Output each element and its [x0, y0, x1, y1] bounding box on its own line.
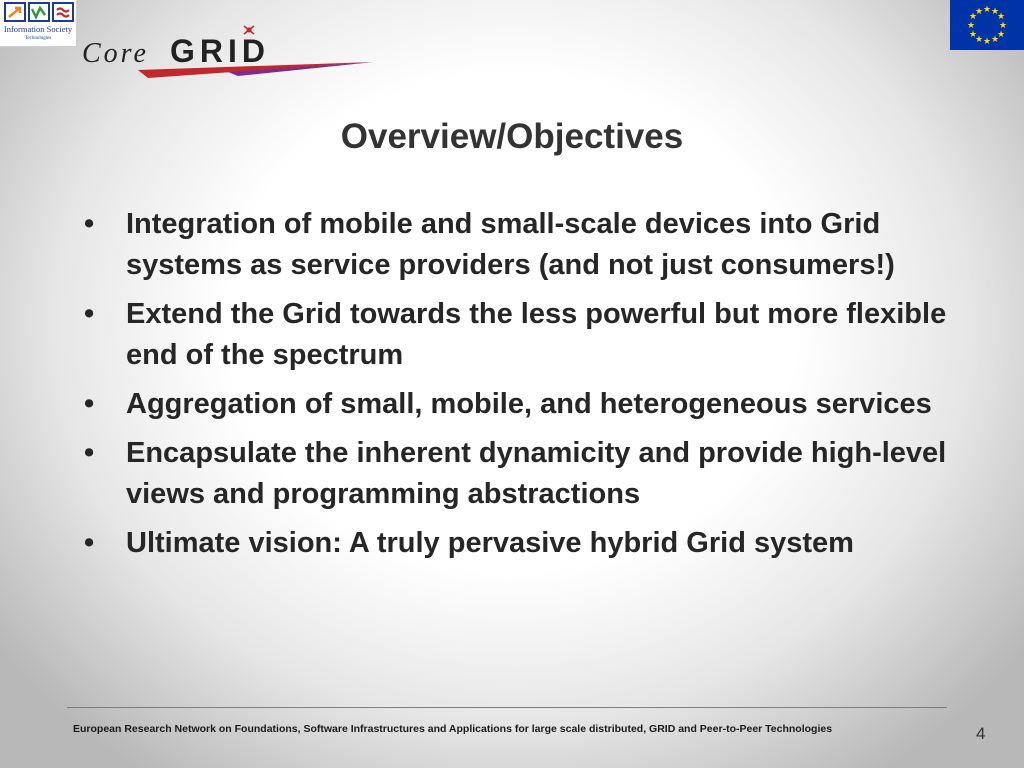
bullet-text: Encapsulate the inherent dynamicity and provide high-level views and programming abstractions	[126, 437, 947, 510]
svg-text:★: ★	[968, 30, 978, 40]
eu-stars-icon	[950, 0, 1024, 50]
svg-text:★: ★	[998, 21, 1008, 31]
bullet-text: Ultimate vision: A truly pervasive hybrid Grid system	[126, 527, 854, 559]
coregrid-logo	[78, 22, 378, 80]
bullet-marker: •	[84, 298, 95, 330]
bullet-text: Integration of mobile and small-scale devices into Grid systems as service providers (and not just consumers!)	[126, 208, 895, 281]
ist-tile-wave-icon	[28, 2, 50, 22]
bullet-item	[82, 523, 952, 564]
bullet-item	[82, 294, 952, 376]
bullet-marker: •	[84, 208, 95, 240]
eu-flag	[950, 0, 1024, 50]
svg-text:★: ★	[996, 12, 1006, 22]
footer-divider	[67, 707, 947, 708]
footer-text: European Research Network on Foundations, Software Infrastructures and Applications for large scale distributed, GRID and Peer-to-Peer Technologies	[73, 723, 833, 735]
svg-text:★: ★	[974, 7, 984, 17]
bullet-text: Extend the Grid towards the less powerful but more flexible end of the spectrum	[126, 298, 947, 371]
svg-text:★: ★	[996, 30, 1006, 40]
bullet-marker: •	[84, 437, 95, 469]
svg-text:★: ★	[982, 37, 992, 47]
bullet-marker: •	[84, 388, 95, 420]
svg-text:★: ★	[966, 21, 976, 31]
coregrid-core-text: Core	[82, 38, 149, 69]
svg-text:★: ★	[990, 35, 1000, 45]
coregrid-grid-text: GRID	[170, 33, 270, 69]
svg-text:★: ★	[982, 5, 992, 15]
bullet-item	[82, 384, 952, 425]
bullet-item	[82, 204, 952, 286]
ist-tile-arrow-icon	[4, 2, 26, 22]
ist-tiles	[4, 2, 74, 22]
information-society-logo	[0, 0, 77, 47]
ist-tile-approx-icon	[52, 2, 74, 22]
svg-text:★: ★	[968, 12, 978, 22]
ist-caption: Information Society	[3, 24, 73, 34]
svg-text:★: ★	[990, 7, 1000, 17]
page-number: 4	[976, 724, 986, 743]
slide-title: Overview/Objectives	[340, 117, 684, 156]
bullet-marker: •	[84, 527, 95, 559]
bullet-item	[82, 433, 952, 515]
bullet-text: Aggregation of small, mobile, and heterogeneous services	[126, 388, 932, 420]
svg-text:★: ★	[974, 35, 984, 45]
bullet-list	[82, 204, 952, 572]
ist-subcaption: Technologies	[24, 36, 52, 41]
